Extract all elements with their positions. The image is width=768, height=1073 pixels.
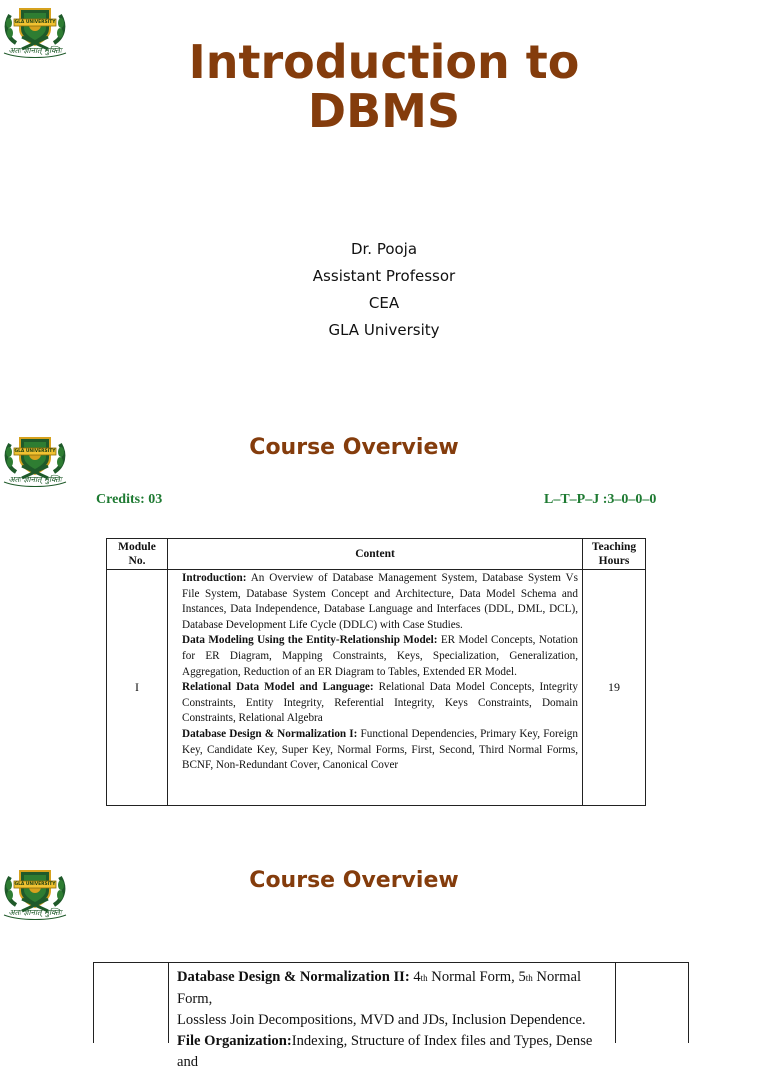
author-org: GLA University: [328, 321, 440, 339]
block-text: Functional Dependencies, Primary Key, Foreign Key, Candidate Key, Super Key, Normal Forms, First, Second, Third Normal Forms, BCNF, Non-Redundant Cover, Canonical Cover: [182, 727, 578, 772]
syllabus-table-continued: [93, 962, 689, 1070]
credits-label: Credits: 03: [96, 492, 163, 507]
teaching-hours: 19: [583, 570, 646, 806]
section-title: Course Overview: [249, 435, 459, 460]
syllabus-table: [106, 538, 646, 806]
module-column: [93, 963, 169, 1043]
block-text: An Overview of Database Management System, Database System Vs File System, Database System Concept and Architecture, Data Model Schema and Instances, Data Independence, Database Language and Interfaces (DDL, DML, DCL), Database Development Life Cycle (DDLC) with Case Studies.: [182, 572, 578, 631]
content-block-introduction: [182, 571, 578, 633]
section-title: Course Overview: [249, 868, 459, 893]
slide-course-overview-1: [0, 400, 768, 830]
content-block-normalization: [182, 727, 578, 774]
ordinal-suffix: th: [525, 973, 533, 983]
line-text: Indexing, Structure of Index files and Types, Dense and: [177, 1033, 593, 1070]
line-text: Normal Form, 5: [427, 969, 526, 985]
block-heading: File Organization:: [177, 1033, 292, 1049]
block-text: ER Model Concepts, Notation for ER Diagram, Mapping Constraints, Keys, Specialization, Generalization, Aggregation, Reduction of an ER Diagram to Tables, Extended ER Model.: [182, 634, 578, 678]
block-text: Relational Data Model Concepts, Integrity Constraints, Entity Integrity, Referential Integrity, Keys Constraints, Domain Constraints, Relational Algebra: [182, 681, 578, 725]
content-block-relational-model: [182, 680, 578, 727]
logo-motto: अतः ज्ञानात् मुक्तिः: [8, 475, 62, 484]
logo-motto: अतः ज्ञानात् मुक्तिः: [8, 46, 62, 55]
title-line-2: DBMS: [307, 84, 461, 138]
ltpj-label: L–T–P–J :3–0–0–0: [544, 492, 657, 507]
author-dept: CEA: [368, 294, 400, 312]
logo-badge-text: GLA UNIVERSITY: [14, 882, 56, 887]
content-line-2: Lossless Join Decompositions, MVD and JDs, Inclusion Dependence.: [177, 1012, 586, 1028]
slide-title: [0, 0, 768, 400]
logo-motto: अतः ज्ञानात् मुक्तिः: [8, 908, 62, 917]
table-header-row: [107, 539, 646, 570]
block-heading: Data Modeling Using the Entity-Relationship Model:: [182, 634, 438, 647]
logo-badge-text: GLA UNIVERSITY: [14, 20, 56, 25]
block-heading: Database Design & Normalization I:: [182, 727, 358, 740]
line-text: 4: [409, 969, 421, 985]
ordinal-suffix: th: [420, 973, 428, 983]
author-name: Dr. Pooja: [350, 240, 418, 258]
line-text: Normal Form,: [177, 969, 582, 1007]
content-block-er-model: [182, 633, 578, 680]
header-content: Content: [168, 539, 583, 570]
content-line-1: [177, 967, 607, 1010]
hours-column: [615, 963, 689, 1043]
block-heading: Relational Data Model and Language:: [182, 681, 374, 694]
table-row: [107, 570, 646, 806]
module-content-continued: [177, 967, 607, 1073]
content-line-3: [177, 1031, 607, 1073]
title-line-1: Introduction to: [188, 35, 580, 89]
presentation-title: [0, 35, 768, 138]
module-number: I: [107, 570, 168, 806]
block-heading: Introduction:: [182, 572, 247, 584]
header-module: Module No.: [107, 539, 168, 570]
block-heading: Database Design & Normalization II:: [177, 969, 410, 985]
author-block: [0, 236, 768, 344]
module-content: [168, 570, 583, 806]
author-role: Assistant Professor: [312, 267, 456, 285]
header-hours: Teaching Hours: [583, 539, 646, 570]
logo-badge-text: GLA UNIVERSITY: [14, 449, 56, 454]
